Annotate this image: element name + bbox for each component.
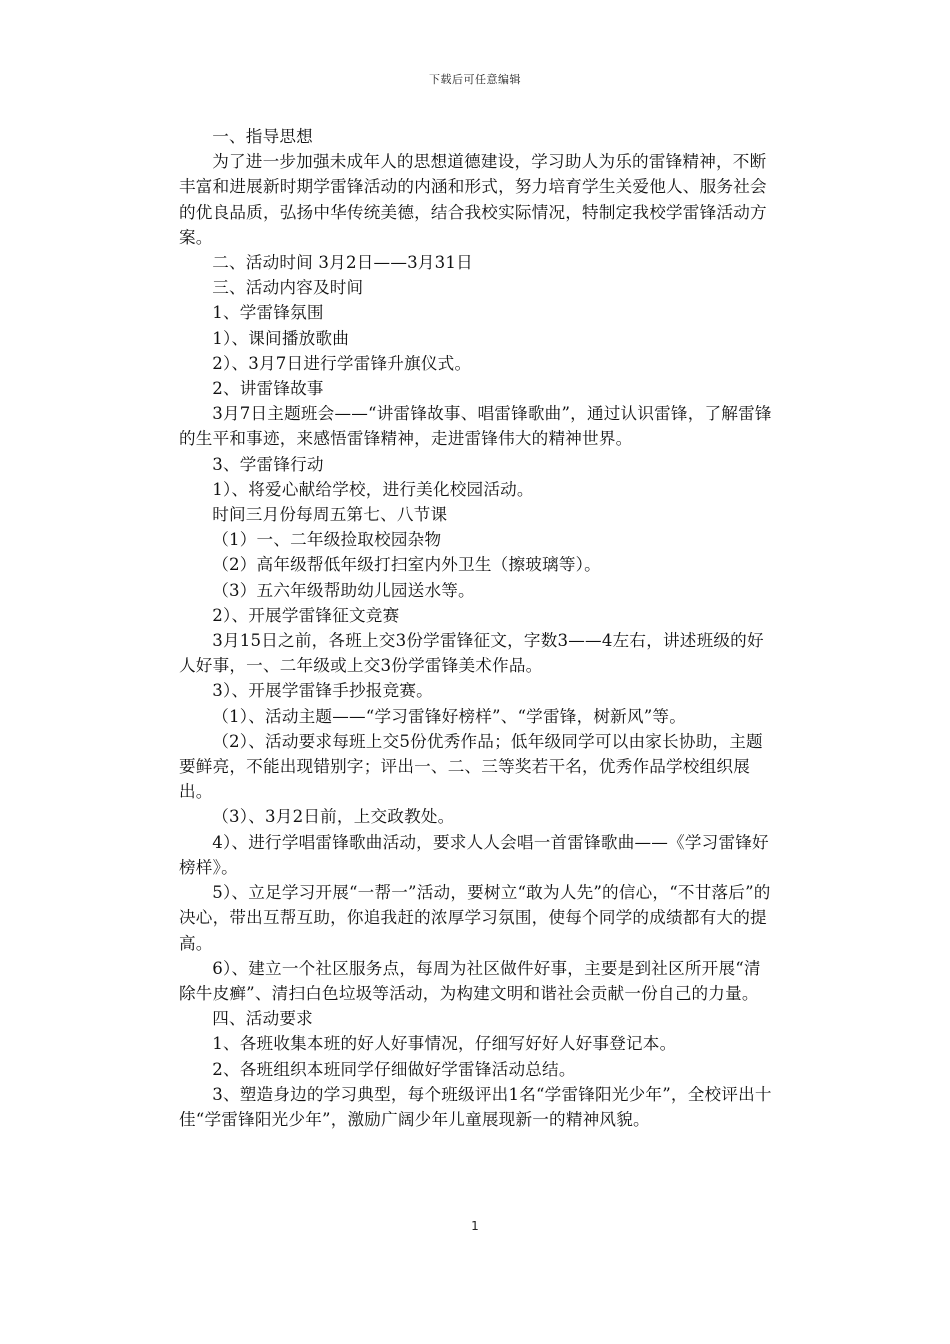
list-item: （1）一、二年级捡取校园杂物 (212, 530, 442, 550)
list-item: 1、各班收集本班的好人好事情况，仔细写好好人好事登记本。 (212, 1034, 677, 1054)
heading-requirements: 四、活动要求 (212, 1009, 313, 1029)
heading-guiding-idea: 一、指导思想 (212, 127, 313, 146)
paragraph-mutual-help: 5）、立足学习开展“一帮一”活动，要树立“敢为人先”的信心，“不甘落后”的决心，带出互帮互助，你追我赶的浓厚学习氛围，使每个同学的成绩都有大的提高。 (179, 883, 771, 953)
page-header: 下载后可任意编辑 (429, 73, 521, 86)
paragraph-requirements: （2）、活动要求每班上交5份优秀作品；低年级同学可以由家长协助，主题要鲜亮，不能出现错别字；评出一、二、三等奖若干名，优秀作品学校组织展出。 (179, 731, 763, 802)
list-item: （3）五六年级帮助幼儿园送水等。 (212, 580, 475, 600)
list-item: 1）、将爱心献给学校，进行美化校园活动。 (212, 479, 534, 499)
subheading-atmosphere: 1、学雷锋氛围 (212, 303, 324, 323)
paragraph-songs: 4）、进行学唱雷锋歌曲活动，要求人人会唱一首雷锋歌曲——《学习雷锋好榜样》。 (179, 832, 769, 877)
heading-activity-content: 三、活动内容及时间 (212, 278, 364, 298)
list-item: 时间三月份每周五第七、八节课 (212, 505, 448, 525)
list-item: 3）、开展学雷锋手抄报竞赛。 (212, 681, 433, 701)
list-item: 2、各班组织本班同学仔细做好学雷锋活动总结。 (212, 1059, 576, 1079)
paragraph-theme: （1）、活动主题——“学习雷锋好榜样”、“学雷锋，树新风”等。 (212, 706, 687, 726)
heading-activity-time: 二、活动时间 3月2日——3月31日 (212, 253, 473, 273)
paragraph-intro: 为了进一步加强未成年人的思想道德建设，学习助人为乐的雷锋精神，不断丰富和进展新时期学雷锋活动的内涵和形式，努力培育学生关爱他人、服务社会的优良品质，弘扬中华传统美德，结合我校实际情况，特制定我校学雷锋活动方案。 (179, 152, 767, 247)
paragraph-class-meeting: 3月7日主题班会——“讲雷锋故事、唱雷锋歌曲”，通过认识雷锋，了解雷锋的生平和事迹，来感悟雷锋精神，走进雷锋伟大的精神世界。 (179, 404, 772, 449)
paragraph-role-models: 3、塑造身边的学习典型，每个班级评出1名“学雷锋阳光少年”，全校评出十佳“学雷锋阳光少年”，激励广阔少年儿童展现新一的精神风貌。 (179, 1084, 772, 1129)
list-item: （2）高年级帮低年级打扫室内外卫生（擦玻璃等）。 (212, 555, 601, 575)
page-number: 1 (471, 1219, 479, 1233)
subheading-stories: 2、讲雷锋故事 (212, 379, 324, 399)
list-item: （3）、3月2日前，上交政教处。 (212, 807, 455, 827)
list-item: 1）、课间播放歌曲 (212, 328, 349, 348)
subheading-actions: 3、学雷锋行动 (212, 454, 324, 474)
document-body (179, 124, 776, 1132)
list-item: 2）、开展学雷锋征文竞赛 (212, 605, 400, 625)
paragraph-essay: 3月15日之前，各班上交3份学雷锋征文，字数3——4左右，讲述班级的好人好事，一、二年级或上交3份学雷锋美术作品。 (179, 631, 764, 676)
paragraph-community: 6）、建立一个社区服务点，每周为社区做件好事，主要是到社区所开展“清除牛皮癣”、清扫白色垃圾等活动，为构建文明和谐社会贡献一份自己的力量。 (179, 958, 761, 1003)
list-item: 2）、3月7日进行学雷锋升旗仪式。 (212, 353, 472, 373)
